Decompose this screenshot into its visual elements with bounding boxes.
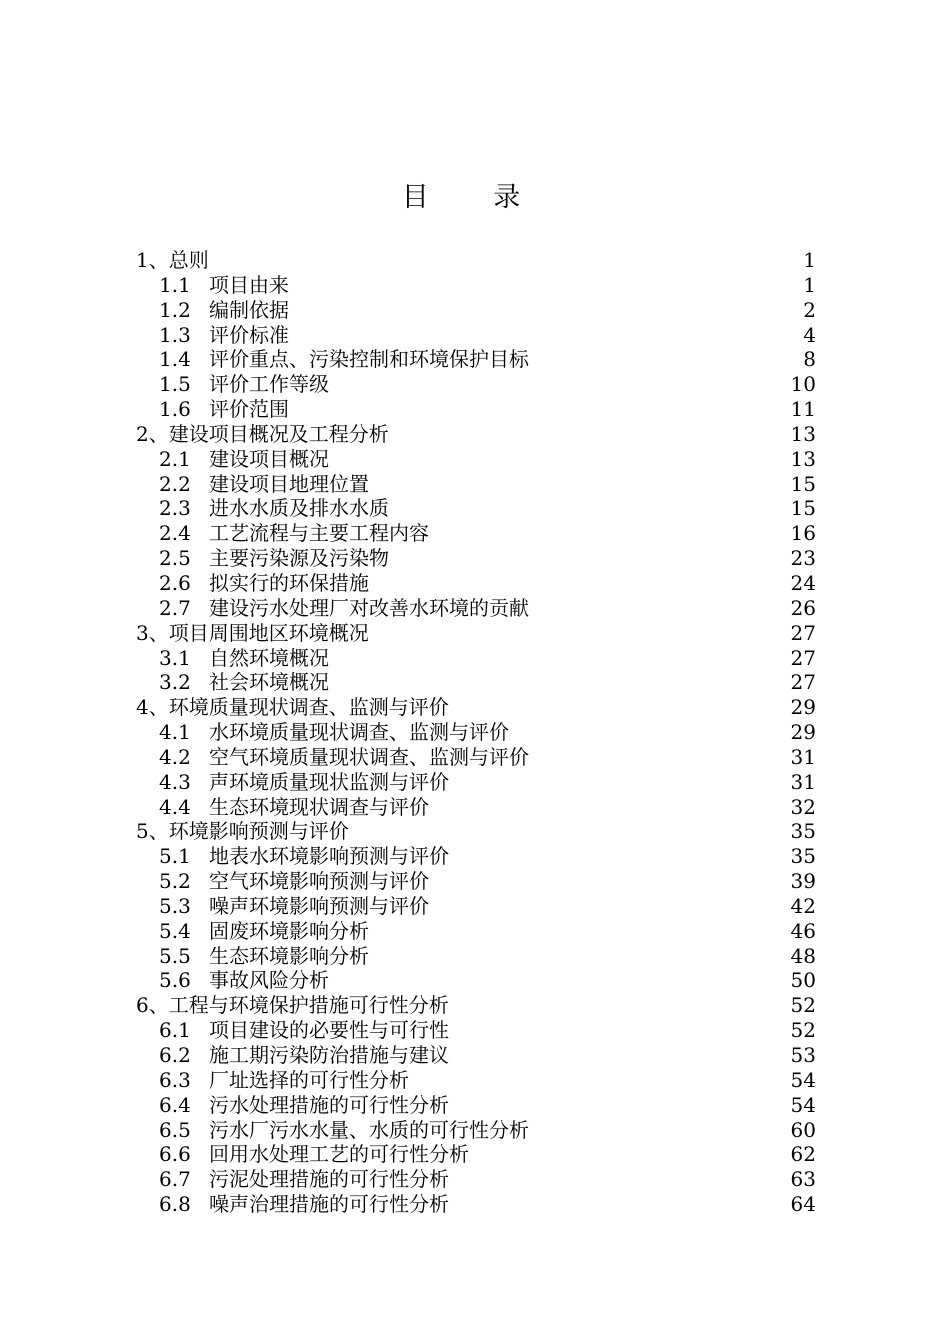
toc-entry-label: 进水水质及排水水质 bbox=[209, 496, 389, 521]
toc-entry-number: 1.4 bbox=[159, 347, 191, 372]
toc-section-entry bbox=[136, 372, 816, 397]
toc-entry-number: 1.1 bbox=[159, 272, 191, 297]
toc-chapter-entry bbox=[136, 621, 816, 646]
toc-entry-number: 1.5 bbox=[159, 372, 191, 397]
toc-entry-number: 5、 bbox=[136, 819, 169, 844]
toc-entry-label: 评价工作等级 bbox=[209, 372, 329, 397]
toc-entry-page-number: 31 bbox=[790, 744, 816, 769]
toc-section-entry bbox=[136, 323, 816, 348]
toc-entry-number: 2.1 bbox=[159, 446, 191, 471]
toc-entry-number: 2.7 bbox=[159, 595, 191, 620]
toc-entry-page-number: 48 bbox=[790, 943, 816, 968]
toc-entry-number: 3.2 bbox=[159, 670, 191, 695]
toc-entry-label: 社会环境概况 bbox=[209, 670, 329, 695]
toc-entry-label: 项目周围地区环境概况 bbox=[168, 620, 369, 645]
toc-entry-page-number: 15 bbox=[790, 496, 816, 521]
toc-entry-number: 2.2 bbox=[159, 471, 191, 496]
toc-entry-number: 3、 bbox=[136, 620, 169, 645]
toc-entry-label: 厂址选择的可行性分析 bbox=[209, 1067, 409, 1092]
toc-entry-number: 2.4 bbox=[159, 521, 191, 546]
toc-entry-page-number: 1 bbox=[803, 248, 816, 272]
toc-section-entry bbox=[136, 1018, 816, 1043]
toc-section-entry bbox=[136, 869, 816, 894]
toc-entry-label: 项目由来 bbox=[209, 272, 289, 297]
toc-entry-page-number: 42 bbox=[790, 893, 816, 918]
toc-chapter-entry bbox=[136, 819, 816, 844]
toc-chapter-entry bbox=[136, 248, 816, 273]
toc-entry-page-number: 1 bbox=[803, 272, 816, 297]
toc-entry-label: 噪声环境影响预测与评价 bbox=[209, 893, 429, 918]
toc-section-entry bbox=[136, 447, 816, 472]
toc-section-entry bbox=[136, 1142, 816, 1167]
toc-entry-label: 建设项目概况 bbox=[209, 446, 329, 471]
toc-entry-page-number: 35 bbox=[790, 844, 816, 869]
toc-section-entry bbox=[136, 795, 816, 820]
toc-section-entry bbox=[136, 1167, 816, 1192]
toc-entry-page-number: 63 bbox=[790, 1167, 816, 1192]
toc-section-entry bbox=[136, 298, 816, 323]
toc-entry-page-number: 24 bbox=[790, 570, 816, 595]
toc-entry-label: 事故风险分析 bbox=[209, 968, 329, 993]
toc-entry-label: 环境影响预测与评价 bbox=[168, 819, 349, 844]
toc-entry-number: 4.4 bbox=[159, 794, 191, 819]
toc-entry-number: 6.5 bbox=[159, 1117, 191, 1142]
toc-entry-page-number: 27 bbox=[790, 670, 816, 695]
toc-entry-page-number: 62 bbox=[790, 1142, 816, 1167]
toc-entry-label: 空气环境质量现状调查、监测与评价 bbox=[209, 744, 529, 769]
toc-section-entry bbox=[136, 347, 816, 372]
toc-section-entry bbox=[136, 844, 816, 869]
toc-entry-number: 6.8 bbox=[159, 1192, 191, 1217]
toc-entry-page-number: 15 bbox=[790, 471, 816, 496]
toc-entry-number: 2.6 bbox=[159, 570, 191, 595]
toc-section-entry bbox=[136, 596, 816, 621]
toc-entry-number: 6、 bbox=[136, 993, 169, 1018]
toc-entry-label: 建设项目概况及工程分析 bbox=[168, 421, 389, 446]
toc-section-entry bbox=[136, 397, 816, 422]
toc-entry-label: 生态环境现状调查与评价 bbox=[209, 794, 429, 819]
toc-entry-label: 污水处理措施的可行性分析 bbox=[209, 1092, 449, 1117]
toc-entry-label: 污泥处理措施的可行性分析 bbox=[209, 1167, 449, 1192]
table-of-contents bbox=[136, 248, 816, 1217]
toc-section-entry bbox=[136, 1192, 816, 1217]
toc-entry-page-number: 27 bbox=[790, 620, 816, 645]
toc-entry-page-number: 2 bbox=[803, 297, 816, 322]
toc-entry-number: 5.4 bbox=[159, 918, 191, 943]
toc-entry-number: 5.6 bbox=[159, 968, 191, 993]
toc-section-entry bbox=[136, 1068, 816, 1093]
toc-entry-number: 6.2 bbox=[159, 1043, 191, 1067]
toc-entry-page-number: 11 bbox=[790, 397, 816, 422]
toc-entry-label: 工艺流程与主要工程内容 bbox=[209, 521, 429, 546]
toc-entry-page-number: 60 bbox=[790, 1117, 816, 1142]
toc-entry-number: 5.5 bbox=[159, 943, 191, 968]
toc-entry-number: 4、 bbox=[136, 695, 169, 720]
toc-entry-label: 建设项目地理位置 bbox=[209, 471, 369, 496]
toc-section-entry bbox=[136, 944, 816, 969]
toc-entry-label: 评价标准 bbox=[209, 322, 289, 347]
toc-entry-number: 3.1 bbox=[159, 645, 191, 670]
toc-section-entry bbox=[136, 1093, 816, 1118]
toc-entry-number: 5.3 bbox=[159, 893, 191, 918]
toc-entry-number: 1、 bbox=[136, 248, 169, 272]
toc-entry-number: 6.4 bbox=[159, 1092, 191, 1117]
toc-entry-page-number: 16 bbox=[790, 521, 816, 546]
toc-entry-page-number: 8 bbox=[803, 347, 816, 372]
toc-entry-label: 项目建设的必要性与可行性 bbox=[209, 1018, 449, 1043]
toc-entry-number: 4.3 bbox=[159, 769, 191, 794]
toc-entry-number: 5.2 bbox=[159, 869, 191, 894]
toc-entry-page-number: 39 bbox=[790, 869, 816, 894]
toc-entry-number: 6.6 bbox=[159, 1142, 191, 1167]
toc-section-entry bbox=[136, 670, 816, 695]
toc-entry-label: 工程与环境保护措施可行性分析 bbox=[168, 993, 449, 1018]
toc-entry-page-number: 32 bbox=[790, 794, 816, 819]
toc-entry-label: 主要污染源及污染物 bbox=[209, 546, 389, 571]
toc-entry-label: 声环境质量现状监测与评价 bbox=[209, 769, 449, 794]
toc-entry-label: 施工期污染防治措施与建议 bbox=[209, 1043, 449, 1067]
toc-entry-number: 1.6 bbox=[159, 397, 191, 422]
toc-entry-page-number: 29 bbox=[790, 720, 816, 745]
toc-entry-number: 6.1 bbox=[159, 1018, 191, 1043]
toc-entry-label: 评价范围 bbox=[209, 397, 289, 422]
toc-entry-label: 水环境质量现状调查、监测与评价 bbox=[209, 720, 509, 745]
toc-entry-page-number: 35 bbox=[790, 819, 816, 844]
toc-entry-number: 6.7 bbox=[159, 1167, 191, 1192]
toc-section-entry bbox=[136, 720, 816, 745]
toc-entry-number: 5.1 bbox=[159, 844, 191, 869]
toc-section-entry bbox=[136, 273, 816, 298]
toc-entry-number: 4.1 bbox=[159, 720, 191, 745]
toc-section-entry bbox=[136, 571, 816, 596]
toc-chapter-entry bbox=[136, 993, 816, 1018]
toc-section-entry bbox=[136, 546, 816, 571]
toc-entry-page-number: 64 bbox=[790, 1192, 816, 1217]
toc-chapter-entry bbox=[136, 695, 816, 720]
toc-entry-label: 评价重点、污染控制和环境保护目标 bbox=[209, 347, 529, 372]
toc-section-entry bbox=[136, 894, 816, 919]
toc-entry-page-number: 13 bbox=[790, 446, 816, 471]
toc-entry-label: 生态环境影响分析 bbox=[209, 943, 369, 968]
toc-section-entry bbox=[136, 496, 816, 521]
toc-entry-label: 建设污水处理厂对改善水环境的贡献 bbox=[209, 595, 529, 620]
toc-entry-page-number: 54 bbox=[790, 1092, 816, 1117]
toc-entry-page-number: 4 bbox=[803, 322, 816, 347]
toc-entry-page-number: 46 bbox=[790, 918, 816, 943]
toc-entry-number: 2、 bbox=[136, 421, 169, 446]
toc-section-entry bbox=[136, 968, 816, 993]
toc-entry-page-number: 53 bbox=[790, 1043, 816, 1067]
toc-entry-page-number: 52 bbox=[790, 1018, 816, 1043]
toc-entry-label: 地表水环境影响预测与评价 bbox=[209, 844, 449, 869]
toc-entry-label: 拟实行的环保措施 bbox=[209, 570, 369, 595]
toc-section-entry bbox=[136, 521, 816, 546]
toc-entry-label: 空气环境影响预测与评价 bbox=[209, 869, 429, 894]
toc-section-entry bbox=[136, 1043, 816, 1068]
toc-section-entry bbox=[136, 472, 816, 497]
toc-entry-page-number: 26 bbox=[790, 595, 816, 620]
toc-chapter-entry bbox=[136, 422, 816, 447]
toc-entry-page-number: 27 bbox=[790, 645, 816, 670]
toc-section-entry bbox=[136, 646, 816, 671]
toc-entry-number: 2.3 bbox=[159, 496, 191, 521]
toc-entry-number: 6.3 bbox=[159, 1067, 191, 1092]
toc-entry-label: 回用水处理工艺的可行性分析 bbox=[209, 1142, 469, 1167]
toc-entry-label: 污水厂污水水量、水质的可行性分析 bbox=[209, 1117, 529, 1142]
toc-entry-page-number: 31 bbox=[790, 769, 816, 794]
toc-entry-label: 编制依据 bbox=[209, 297, 289, 322]
toc-entry-label: 总则 bbox=[168, 248, 209, 272]
toc-entry-page-number: 29 bbox=[790, 695, 816, 720]
toc-section-entry bbox=[136, 1118, 816, 1143]
toc-entry-number: 1.2 bbox=[159, 297, 191, 322]
toc-section-entry bbox=[136, 745, 816, 770]
toc-entry-page-number: 54 bbox=[790, 1067, 816, 1092]
toc-entry-page-number: 13 bbox=[790, 421, 816, 446]
toc-entry-number: 2.5 bbox=[159, 546, 191, 571]
toc-section-entry bbox=[136, 919, 816, 944]
toc-entry-label: 固废环境影响分析 bbox=[209, 918, 369, 943]
toc-entry-page-number: 23 bbox=[790, 546, 816, 571]
toc-entry-label: 噪声治理措施的可行性分析 bbox=[209, 1192, 449, 1217]
toc-entry-label: 环境质量现状调查、监测与评价 bbox=[168, 695, 449, 720]
toc-entry-label: 自然环境概况 bbox=[209, 645, 329, 670]
toc-entry-number: 1.3 bbox=[159, 322, 191, 347]
toc-entry-page-number: 10 bbox=[790, 372, 816, 397]
toc-entry-page-number: 52 bbox=[790, 993, 816, 1018]
page-title: 目 录 bbox=[401, 182, 549, 213]
toc-entry-number: 4.2 bbox=[159, 744, 191, 769]
toc-entry-page-number: 50 bbox=[790, 968, 816, 993]
toc-section-entry bbox=[136, 770, 816, 795]
